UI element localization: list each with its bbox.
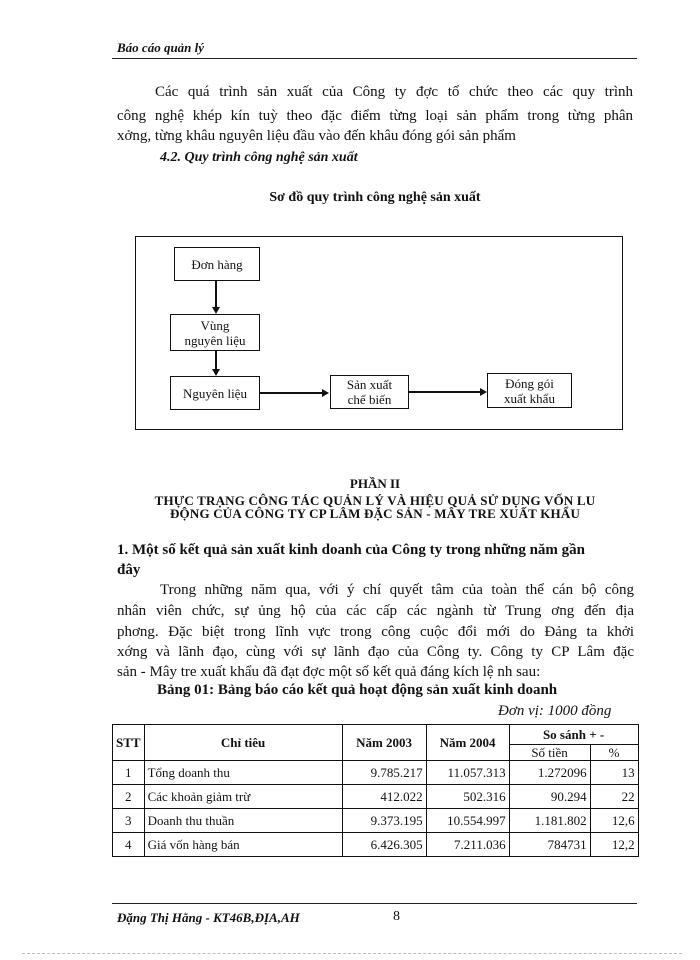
- row-stt: 4: [113, 833, 145, 857]
- section-4-2-heading: 4.2. Quy trình công nghệ sản xuất: [160, 150, 358, 165]
- row-2003: 6.426.305: [342, 833, 426, 857]
- process-label-2: chế biến: [347, 392, 392, 407]
- order-label: Đơn hàng: [191, 256, 243, 272]
- row-2004: 502.316: [426, 785, 509, 809]
- header-2003: Năm 2003: [342, 725, 426, 761]
- page-header-title: Báo cáo quản lý: [117, 40, 205, 55]
- row-percent: 22: [590, 785, 638, 809]
- section-1-line-1: Trong những năm qua, với ý chí quyết tâm của toàn thể cán bộ công: [160, 582, 634, 598]
- arrow-process-to-pack: [409, 391, 481, 393]
- footer-divider: [112, 903, 637, 904]
- arrow-order-to-region: [215, 281, 217, 308]
- process-diagram: [135, 236, 623, 430]
- table-row: [113, 785, 639, 809]
- row-2003: 412.022: [342, 785, 426, 809]
- table-row: [113, 761, 639, 785]
- row-indicator: Doanh thu thuần: [144, 809, 342, 833]
- header-stt: STT: [113, 725, 145, 761]
- header-divider: [112, 58, 637, 59]
- order-box: [174, 247, 260, 281]
- page-number: 8: [393, 909, 400, 924]
- header-percent: %: [590, 745, 638, 761]
- row-indicator: Các khoản giảm trừ: [144, 785, 342, 809]
- region-box: [170, 314, 260, 351]
- row-2004: 10.554.997: [426, 809, 509, 833]
- intro-line-3: xởng, từng khâu nguyên liệu đầu vào đến khâu đóng gói sản phẩm: [117, 128, 516, 144]
- row-stt: 1: [113, 761, 145, 785]
- section-1-line-2: nhân viên chức, sự ủng hộ của các cấp các ngành từ Trung ơng đến địa: [117, 603, 634, 619]
- page-bottom-dotted-line: [22, 953, 682, 954]
- arrow-material-to-process: [260, 392, 323, 394]
- table-unit: Đơn vị: 1000 đồng: [498, 703, 612, 719]
- arrow-head-down-2: [212, 369, 220, 376]
- part-label: PHẦN II: [349, 476, 401, 491]
- row-percent: 12,6: [590, 809, 638, 833]
- table-header-row: [113, 725, 639, 745]
- process-label-1: Sản xuất: [346, 377, 393, 392]
- section-1-heading-line-1: 1. Một số kết quả sản xuất kinh doanh của Công ty trong những năm gần: [117, 542, 586, 558]
- header-amount: Số tiền: [509, 745, 590, 761]
- header-compare: So sánh + -: [509, 725, 638, 745]
- table-caption: Bảng 01: Bảng báo cáo kết quả hoạt động sản xuất kinh doanh: [157, 682, 558, 698]
- region-label-2: nguyên liệu: [184, 332, 246, 348]
- arrow-head-down-1: [212, 307, 220, 314]
- section-1-line-4: xớng và lãnh đạo, cùng với sự lãnh đạo của Công ty. Công ty CP Lâm đặc: [117, 644, 634, 660]
- row-stt: 3: [113, 809, 145, 833]
- row-2003: 9.785.217: [342, 761, 426, 785]
- row-indicator: Tổng doanh thu: [144, 761, 342, 785]
- arrow-head-right-1: [322, 389, 329, 397]
- pack-box: [487, 373, 572, 408]
- report-table: [112, 724, 639, 857]
- intro-line-2: công nghệ khép kín tuỳ theo đặc điểm từng loại sản phẩm trong từng phân: [117, 108, 633, 124]
- row-amount: 1.181.802: [509, 809, 590, 833]
- header-2004: Năm 2004: [426, 725, 509, 761]
- process-box: [330, 375, 409, 409]
- row-amount: 1.272096: [509, 761, 590, 785]
- row-2003: 9.373.195: [342, 809, 426, 833]
- material-box: [170, 376, 260, 410]
- pack-label-1: Đóng gói: [505, 375, 554, 391]
- row-amount: 90.294: [509, 785, 590, 809]
- table-row: [113, 833, 639, 857]
- arrow-head-right-2: [480, 388, 487, 396]
- arrow-region-to-material: [215, 351, 217, 370]
- section-1-heading-line-2: đây: [117, 562, 141, 578]
- section-1-line-3: phơng. Đặc biệt trong lĩnh vực trong công cuộc đổi mới do Đảng ta khởi: [117, 624, 634, 640]
- part-title-line-1: THỰC TRẠNG CÔNG TÁC QUẢN LÝ VÀ HIỆU QUẢ SỬ DỤNG VỐN LU: [154, 493, 596, 508]
- header-indicator: Chỉ tiêu: [144, 725, 342, 761]
- section-1-line-5: sản - Mây tre xuất khẩu đã đạt đợc một số kết quả đáng kích lệ nh sau:: [117, 664, 541, 680]
- row-2004: 7.211.036: [426, 833, 509, 857]
- material-label: Nguyên liệu: [183, 385, 247, 401]
- row-indicator: Giá vốn hàng bán: [144, 833, 342, 857]
- row-amount: 784731: [509, 833, 590, 857]
- part-title-line-2: ĐỘNG CỦA CÔNG TY CP LÂM ĐẶC SẢN - MÂY TRE XUẤT KHẨU: [169, 506, 581, 521]
- region-label-1: Vùng: [200, 317, 230, 333]
- footer-author: Đặng Thị Hằng - KT46B,ĐỊA,AH: [117, 910, 300, 925]
- intro-line-1: Các quá trình sản xuất của Công ty đợc tổ chức theo các quy trình: [155, 84, 633, 100]
- pack-label-2: xuất khẩu: [504, 390, 555, 406]
- row-percent: 12,2: [590, 833, 638, 857]
- row-2004: 11.057.313: [426, 761, 509, 785]
- row-percent: 13: [590, 761, 638, 785]
- row-stt: 2: [113, 785, 145, 809]
- table-row: [113, 809, 639, 833]
- diagram-title: Sơ đồ quy trình công nghệ sản xuất: [269, 190, 481, 205]
